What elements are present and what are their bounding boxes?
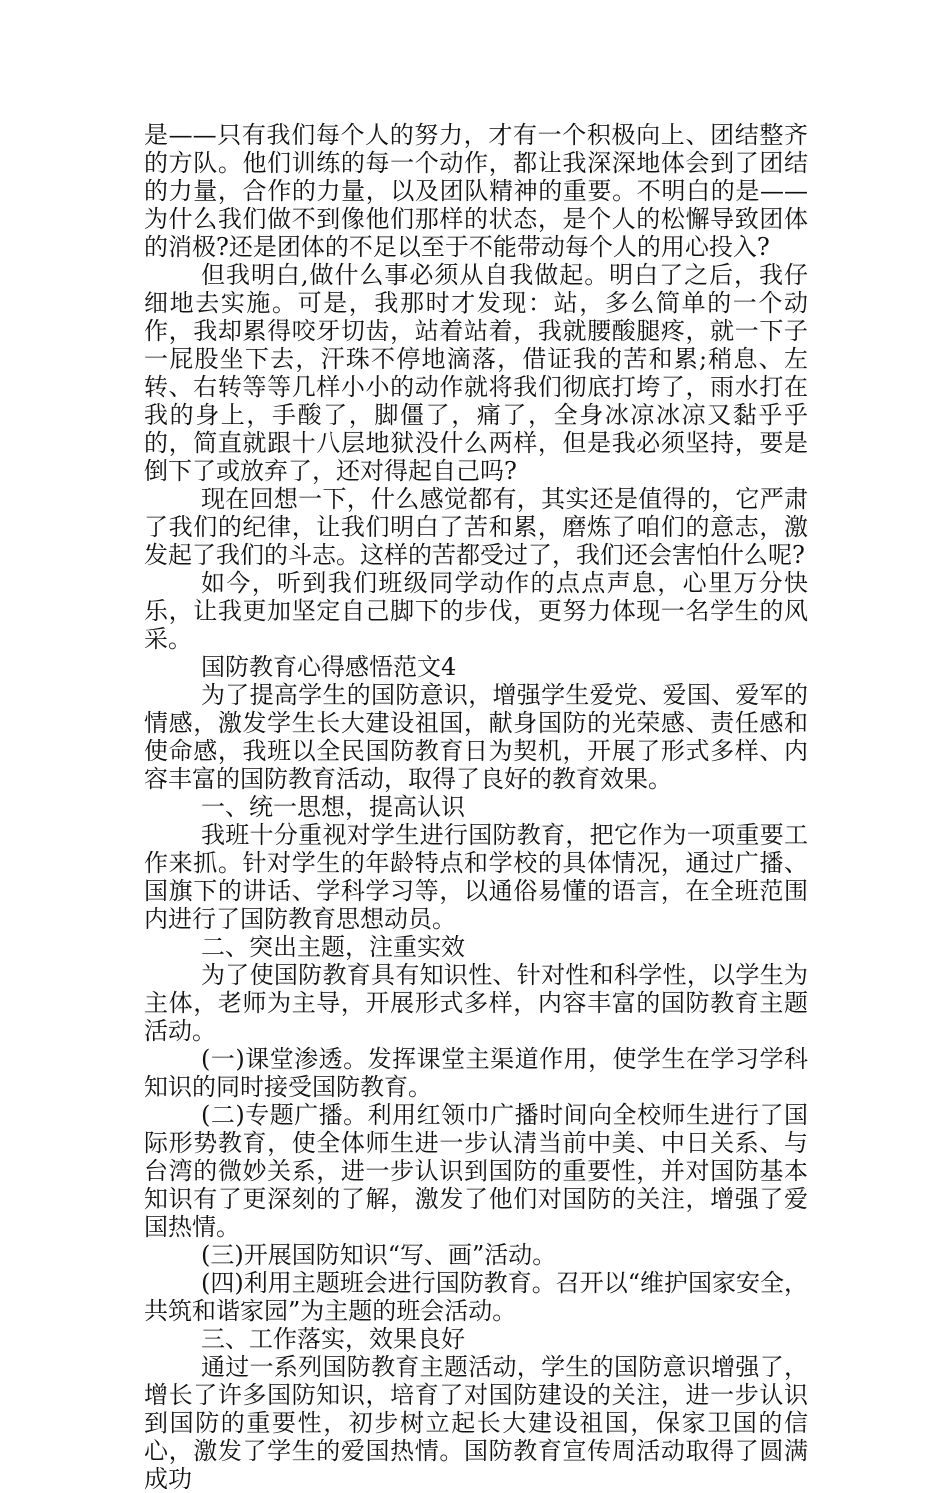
paragraph: 现在回想一下，什么感觉都有，其实还是值得的，它严肃了我们的纪律，让我们明白了苦和累，磨炼了咱们的意志，激发起了我们的斗志。这样的苦都受过了，我们还会害怕什么呢? — [144, 485, 808, 569]
paragraph: 如今，听到我们班级同学动作的点点声息，心里万分快乐，让我更加坚定自己脚下的步伐，更努力体现一名学生的风采。 — [144, 569, 808, 653]
section-heading: 二、突出主题，注重实效 — [201, 933, 465, 961]
list-item: (一)课堂渗透。发挥课堂主渠道作用，使学生在学习学科知识的同时接受国防教育。 — [144, 1045, 808, 1101]
list-item: (四)利用主题班会进行国防教育。召开以“维护国家安全，共筑和谐家园”为主题的班会活动。 — [144, 1269, 808, 1325]
section-heading: 一、统一思想，提高认识 — [201, 793, 465, 821]
paragraph: 我班十分重视对学生进行国防教育，把它作为一项重要工作来抓。针对学生的年龄特点和学校的具体情况，通过广播、国旗下的讲话、学科学习等，以通俗易懂的语言，在全班范围内进行了国防教育思想动员。 — [144, 821, 808, 933]
paragraph: 通过一系列国防教育主题活动，学生的国防意识增强了，增长了许多国防知识，培育了对国防建设的关注，进一步认识到国防的重要性，初步树立起长大建设祖国，保家卫国的信心，激发了学生的爱国热情。国防教育宣传周活动取得了圆满成功 — [144, 1353, 808, 1493]
section-heading: 三、工作落实，效果良好 — [201, 1325, 465, 1353]
section-title: 国防教育心得感悟范文4 — [201, 653, 457, 681]
paragraph: 为了提高学生的国防意识，增强学生爱党、爱国、爱军的情感，激发学生长大建设祖国，献身国防的光荣感、责任感和使命感，我班以全民国防教育日为契机，开展了形式多样、内容丰富的国防教育活动，取得了良好的教育效果。 — [144, 681, 808, 793]
paragraph: 但我明白,做什么事必须从自我做起。明白了之后，我仔细地去实施。可是，我那时才发现：站，多么简单的一个动作，我却累得咬牙切齿，站着站着，我就腰酸腿疼，就一下子一屁股坐下去，汗珠不停地滴落，借证我的苦和累;稍息、左转、右转等等几样小小的动作就将我们彻底打垮了，雨水打在我的身上，手酸了，脚僵了，痛了，全身冰凉冰凉又黏乎乎的，简直就跟十八层地狱没什么两样，但是我必须坚持，要是倒下了或放弃了，还对得起自己吗? — [144, 261, 808, 485]
paragraph: 是——只有我们每个人的努力，才有一个积极向上、团结整齐的方队。他们训练的每一个动作，都让我深深地体会到了团结的力量，合作的力量，以及团队精神的重要。不明白的是——为什么我们做不到像他们那样的状态，是个人的松懈导致团体的消极?还是团体的不足以至于不能带动每个人的用心投入? — [144, 121, 808, 261]
document-page — [144, 121, 808, 1493]
paragraph: 为了使国防教育具有知识性、针对性和科学性，以学生为主体，老师为主导，开展形式多样，内容丰富的国防教育主题活动。 — [144, 961, 808, 1045]
list-item: (二)专题广播。利用红领巾广播时间向全校师生进行了国际形势教育，使全体师生进一步认清当前中美、中日关系、与台湾的微妙关系，进一步认识到国防的重要性，并对国防基本知识有了更深刻的了解，激发了他们对国防的关注，增强了爱国热情。 — [144, 1101, 808, 1241]
list-item: (三)开展国防知识“写、画”活动。 — [201, 1241, 557, 1269]
